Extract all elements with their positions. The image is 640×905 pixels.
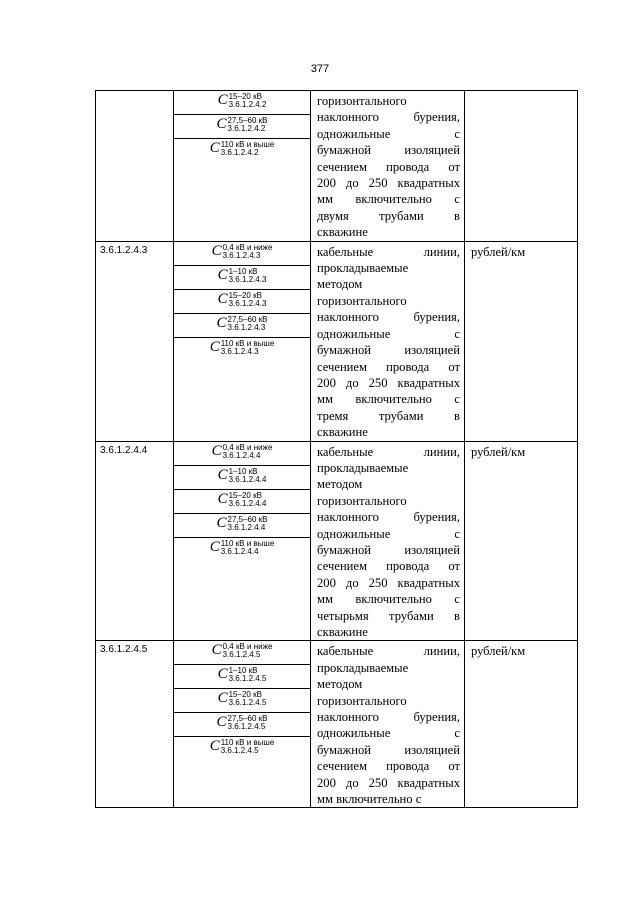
description-line: методом <box>317 277 363 292</box>
description-line: мм включительно с <box>317 592 460 607</box>
description-line: мм включительно с <box>317 192 460 207</box>
table-body <box>96 91 578 808</box>
code-subscript: 3.6.1.2.4.3 <box>228 274 267 284</box>
voltage-superscript: 1–10 кВ <box>228 666 258 676</box>
row-unit: рублей/км <box>465 241 578 441</box>
row-code: 3.6.1.2.4.4 <box>96 441 174 641</box>
description-line: кабельные линии, <box>317 244 460 259</box>
description-line: наклонного бурения, <box>317 110 460 125</box>
rate-symbol-cell <box>174 713 310 737</box>
row-unit: рублей/км <box>465 641 578 808</box>
rate-symbol <box>218 468 267 484</box>
code-subscript: 3.6.1.2.4.4 <box>228 474 267 484</box>
voltage-superscript: 15–20 кВ <box>228 690 262 700</box>
description-line: горизонтального <box>317 693 407 708</box>
code-subscript: 3.6.1.2.4.2 <box>227 124 266 133</box>
tariff-table <box>95 90 578 808</box>
voltage-superscript: 1–10 кВ <box>228 466 258 476</box>
description-line: скважине <box>317 625 368 639</box>
description-line: бумажной изоляцией <box>317 143 460 158</box>
row-description <box>311 641 465 808</box>
table-row <box>96 241 578 441</box>
description-line: наклонного бурения, <box>317 310 460 325</box>
description-line: прокладываемые <box>317 660 409 675</box>
code-subscript: 3.6.1.2.4.5 <box>228 698 267 708</box>
code-subscript: 3.6.1.2.4.2 <box>220 148 259 157</box>
table-row <box>96 91 578 242</box>
rate-symbol-cell <box>174 314 310 338</box>
symbol-letter: C <box>217 690 228 707</box>
row-unit <box>465 91 578 242</box>
voltage-superscript: 27,5–60 кВ <box>227 116 268 125</box>
description-line: горизонтального <box>317 493 407 508</box>
description-line: бумажной изоляцией <box>317 542 460 557</box>
rate-symbol-cell <box>174 242 310 266</box>
rate-symbol <box>217 316 268 332</box>
symbol-letter: C <box>217 666 228 683</box>
symbol-letter: C <box>209 538 220 555</box>
description-line: бумажной изоляцией <box>317 742 460 757</box>
rate-symbol <box>218 691 267 707</box>
description-line: прокладываемые <box>317 460 409 475</box>
voltage-superscript: 27,5–60 кВ <box>227 514 268 524</box>
code-subscript: 3.6.1.2.4.4 <box>220 546 259 556</box>
voltage-superscript: 27,5–60 кВ <box>227 314 268 324</box>
description-line: 200 до 250 квадратных <box>317 176 460 191</box>
row-code <box>96 91 174 242</box>
description-line: двумя трубами в <box>317 208 460 223</box>
voltage-superscript: 27,5–60 кВ <box>227 714 268 724</box>
code-subscript: 3.6.1.2.4.3 <box>228 298 267 308</box>
row-code: 3.6.1.2.4.3 <box>96 241 174 441</box>
rate-symbol <box>210 540 275 556</box>
symbol-letter: C <box>216 714 227 731</box>
rate-symbol-cell <box>174 665 310 689</box>
rate-symbol <box>210 739 275 755</box>
rate-symbol <box>217 715 268 731</box>
rate-symbol <box>212 643 273 659</box>
row-unit: рублей/км <box>465 441 578 641</box>
rate-symbol <box>218 667 267 683</box>
row-description <box>311 241 465 441</box>
description-line: тремя трубами в <box>317 408 460 423</box>
code-subscript: 3.6.1.2.4.4 <box>228 498 267 508</box>
description-line: четырьмя трубами в <box>317 608 460 623</box>
description-line: сечением провода от <box>317 559 460 574</box>
description-line: мм включительно с <box>317 792 422 807</box>
description-line: горизонтального <box>317 293 407 308</box>
code-subscript: 3.6.1.2.4.2 <box>228 100 267 109</box>
voltage-superscript: 110 кВ и выше <box>220 538 275 548</box>
description-line: прокладываемые <box>317 261 409 276</box>
symbol-letter: C <box>216 314 227 331</box>
description-line: наклонного бурения, <box>317 510 460 525</box>
rate-symbol-cell <box>174 442 310 466</box>
symbol-letter: C <box>216 514 227 531</box>
rate-symbol-cell <box>174 266 310 290</box>
voltage-superscript: 0,4 кВ и ниже <box>222 642 273 652</box>
rate-symbol <box>210 141 275 157</box>
rate-symbol-column <box>174 241 311 441</box>
code-subscript: 3.6.1.2.4.5 <box>220 746 259 756</box>
rate-symbol-cell <box>174 290 310 314</box>
row-description <box>311 91 465 242</box>
rate-symbol-cell <box>174 641 310 665</box>
voltage-superscript: 110 кВ и выше <box>220 338 275 348</box>
description-line: одножильные с <box>317 326 460 341</box>
voltage-superscript: 15–20 кВ <box>228 490 262 500</box>
code-subscript: 3.6.1.2.4.4 <box>222 450 261 460</box>
description-line: 200 до 250 квадратных <box>317 375 460 390</box>
description-line: одножильные с <box>317 126 460 141</box>
rate-symbol-column <box>174 641 311 808</box>
description-line: 200 до 250 квадратных <box>317 575 460 590</box>
description-line: методом <box>317 677 363 692</box>
rate-symbol-cell <box>174 490 310 514</box>
voltage-superscript: 110 кВ и выше <box>220 738 275 748</box>
symbol-letter: C <box>217 266 228 283</box>
description-line: 200 до 250 квадратных <box>317 775 460 790</box>
rate-symbol <box>217 117 268 133</box>
row-code: 3.6.1.2.4.5 <box>96 641 174 808</box>
table-row <box>96 441 578 641</box>
page-number: 377 <box>310 63 330 75</box>
code-subscript: 3.6.1.2.4.3 <box>220 346 259 356</box>
rate-symbol <box>210 340 275 356</box>
row-description <box>311 441 465 641</box>
rate-symbol-column <box>174 91 311 242</box>
rate-symbol <box>218 268 267 284</box>
description-line: горизонтального <box>317 94 407 108</box>
symbol-letter: C <box>209 738 220 755</box>
voltage-superscript: 0,4 кВ и ниже <box>222 442 273 452</box>
rate-symbol <box>218 93 267 109</box>
voltage-superscript: 1–10 кВ <box>228 266 258 276</box>
rate-symbol-cell <box>174 139 310 163</box>
symbol-letter: C <box>217 466 228 483</box>
description-line: бумажной изоляцией <box>317 343 460 358</box>
table-row <box>96 641 578 808</box>
symbol-letter: C <box>211 242 222 259</box>
voltage-superscript: 15–20 кВ <box>228 92 262 101</box>
rate-symbol-cell <box>174 514 310 538</box>
description-line: одножильные с <box>317 526 460 541</box>
code-subscript: 3.6.1.2.4.5 <box>228 674 267 684</box>
rate-symbol-cell <box>174 737 310 761</box>
description-line: кабельные линии, <box>317 444 460 459</box>
description-line: мм включительно с <box>317 392 460 407</box>
rate-symbol <box>212 444 273 460</box>
code-subscript: 3.6.1.2.4.5 <box>227 722 266 732</box>
symbol-letter: C <box>209 338 220 355</box>
symbol-letter: C <box>211 442 222 459</box>
symbol-letter: C <box>209 140 220 156</box>
symbol-letter: C <box>217 490 228 507</box>
symbol-letter: C <box>217 290 228 307</box>
description-line: скважине <box>317 425 368 440</box>
description-line: сечением провода от <box>317 759 460 774</box>
rate-symbol-cell <box>174 338 310 362</box>
code-subscript: 3.6.1.2.4.3 <box>222 250 261 260</box>
rate-symbol-cell <box>174 466 310 490</box>
description-line: сечением провода от <box>317 359 460 374</box>
description-line: скважине <box>317 225 368 240</box>
code-subscript: 3.6.1.2.4.3 <box>227 322 266 332</box>
code-subscript: 3.6.1.2.4.5 <box>222 650 261 660</box>
rate-symbol <box>218 492 267 508</box>
rate-symbol <box>218 292 267 308</box>
symbol-letter: C <box>217 92 228 108</box>
description-line: одножильные с <box>317 726 460 741</box>
description-line: методом <box>317 477 363 492</box>
rate-symbol-cell <box>174 538 310 562</box>
voltage-superscript: 15–20 кВ <box>228 290 262 300</box>
symbol-letter: C <box>216 116 227 132</box>
code-subscript: 3.6.1.2.4.4 <box>227 522 266 532</box>
symbol-letter: C <box>211 642 222 659</box>
voltage-superscript: 110 кВ и выше <box>220 140 275 149</box>
voltage-superscript: 0,4 кВ и ниже <box>222 242 273 252</box>
description-line: наклонного бурения, <box>317 710 460 725</box>
rate-symbol-column <box>174 441 311 641</box>
description-line: сечением провода от <box>317 159 460 174</box>
rate-symbol <box>212 244 273 260</box>
rate-symbol <box>217 516 268 532</box>
rate-symbol-cell <box>174 689 310 713</box>
rate-symbol-cell <box>174 91 310 115</box>
description-line: кабельные линии, <box>317 644 460 659</box>
rate-symbol-cell <box>174 115 310 139</box>
